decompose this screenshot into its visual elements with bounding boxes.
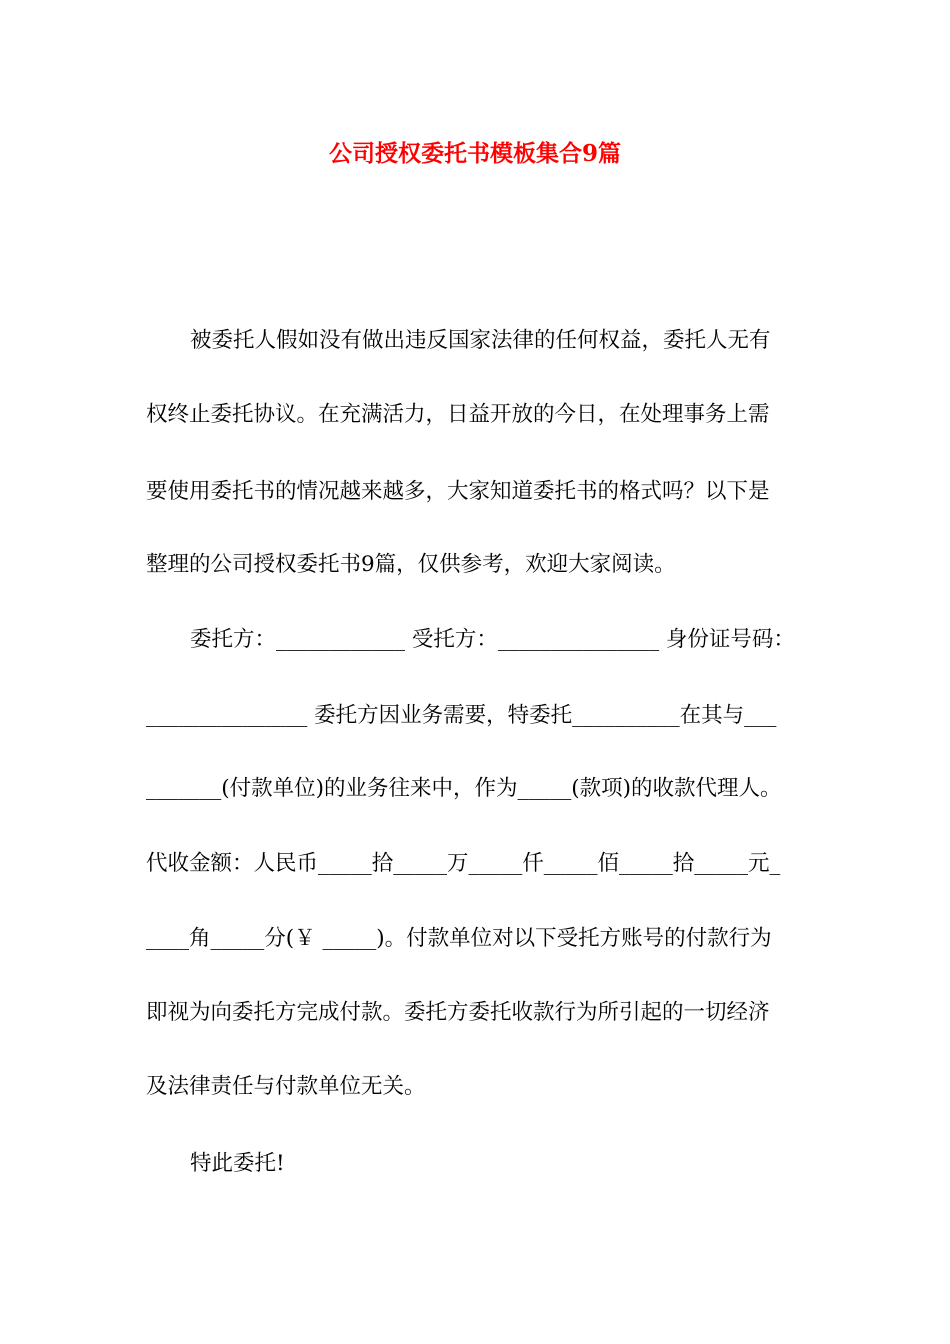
paragraph-line-3: 要使用委托书的情况越来越多，大家知道委托书的格式吗？以下是 (146, 479, 770, 504)
paragraph-line-4: 整理的公司授权委托书9篇，仅供参考，欢迎大家阅读。 (146, 552, 676, 577)
paragraph-line-2: 权终止委托协议。在充满活力，日益开放的今日，在处理事务上需 (146, 402, 770, 427)
form-line-amount-cont: ____角_____分(￥ _____)。付款单位对以下受托方账号的付款行为 (146, 926, 772, 951)
closing-line: 特此委托! (190, 1151, 285, 1176)
paragraph-line-1: 被委托人假如没有做出违反国家法律的任何权益，委托人无有 (190, 328, 771, 353)
document-title: 公司授权委托书模板集合9篇 (328, 140, 621, 167)
form-line-parties: 委托方：____________ 受托方：_______________ 身份证号码： (190, 627, 795, 652)
form-line-amount: 代收金额：人民币_____拾_____万_____仟_____佰_____拾_____元_ (146, 851, 781, 876)
form-line-entrust: _______________ 委托方因业务需要，特委托__________在其与___ (146, 703, 777, 728)
form-line-liability-cont: 及法律责任与付款单位无关。 (146, 1074, 426, 1099)
form-line-liability: 即视为向委托方完成付款。委托方委托收款行为所引起的一切经济 (146, 1000, 770, 1025)
form-line-payer: _______(付款单位)的业务往来中，作为_____(款项)的收款代理人。 (146, 776, 782, 801)
